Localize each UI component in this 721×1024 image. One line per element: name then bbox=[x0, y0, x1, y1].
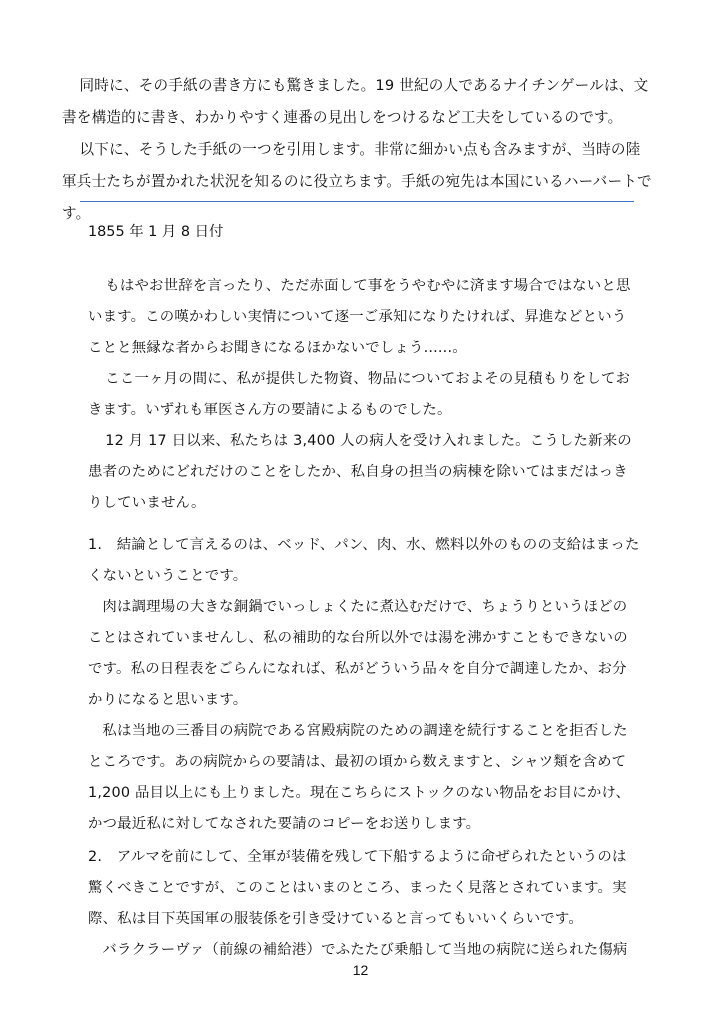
section-1-paragraph-2: 肉は調理場の大きな銅鍋でいっしょくたに煮込むだけで、ちょうりというほどのことはされていませんし、私の補助的な台所以外では湯を沸かすこともできないのです。私の日程表をごらんになれば、私がどういう品々を自分で調達したか、お分かりになると思います。 bbox=[88, 599, 628, 708]
letter-paragraph-2: ここ一ヶ月の間に、私が提供した物資、物品についておよその見積もりをしておきます。いずれも軍医さん方の要請によるものでした。 bbox=[88, 371, 631, 418]
letter-opening bbox=[88, 271, 640, 519]
letter-paragraph-3: 12 月 17 日以来、私たちは 3,400 人の病人を受け入れました。こうした新来の患者のためにどれだけのことをしたか、私自身の担当の病棟を除いてはまだはっきりしていません。 bbox=[88, 433, 632, 511]
letter-section-1 bbox=[88, 530, 640, 840]
intro-section bbox=[62, 70, 652, 230]
intro-paragraph-1: 同時に、その手紙の書き方にも驚きました。19 世紀の人であるナイチンゲールは、文書を構造的に書き、わかりやすく連番の見出しをつけるなど工夫をしているのです。 bbox=[62, 77, 649, 126]
section-divider bbox=[80, 201, 634, 202]
section-1-heading-paragraph: 1. 結論として言えるのは、ベッド、パン、肉、水、燃料以外のものの支給はまったくないということです。 bbox=[88, 537, 640, 584]
letter-date: 1855 年 1 月 8 日付 bbox=[88, 224, 224, 240]
letter-paragraph-1: もはやお世辞を言ったり、ただ赤面して事をうやむやに済ます場合ではないと思います。この嘆かわしい実情について逐一ご承知になりたければ、昇進などということと無縁な者からお聞きになるほかないでしょう......。 bbox=[88, 278, 631, 356]
section-2-heading-paragraph: 2. アルマを前にして、全軍が装備を残して下船するように命ぜられたというのは驚くべきことですが、このことはいまのところ、まったく見落とされています。実際、私は目下英国軍の服装係を引き受けていると言ってもいいくらいです。 bbox=[88, 849, 627, 927]
intro-paragraph-2: 以下に、そうした手紙の一つを引用します。非常に細かい点も含みますが、当時の陸軍兵士たちが置かれた状況を知るのに役立ちます。手紙の宛先は本国にいるハーバートです。 bbox=[62, 141, 652, 222]
section-1-paragraph-3: 私は当地の三番目の病院である宮殿病院のための調達を続行することを拒否したところです。あの病院からの要請は、最初の頃から数えますと、シャツ類を含めて 1,200 品目以上にも上りました。現在こちらにストックのない物品をお目にかけ、かつ最近私に対してなされた要請のコピーをお送りします。 bbox=[88, 723, 631, 832]
page-number: 12 bbox=[352, 962, 369, 978]
section-2-paragraph-2: バラクラーヴァ（前線の補給港）でふたたび乗船して当地の病院に送られた傷病 bbox=[102, 942, 628, 958]
letter-section-2 bbox=[88, 842, 640, 966]
